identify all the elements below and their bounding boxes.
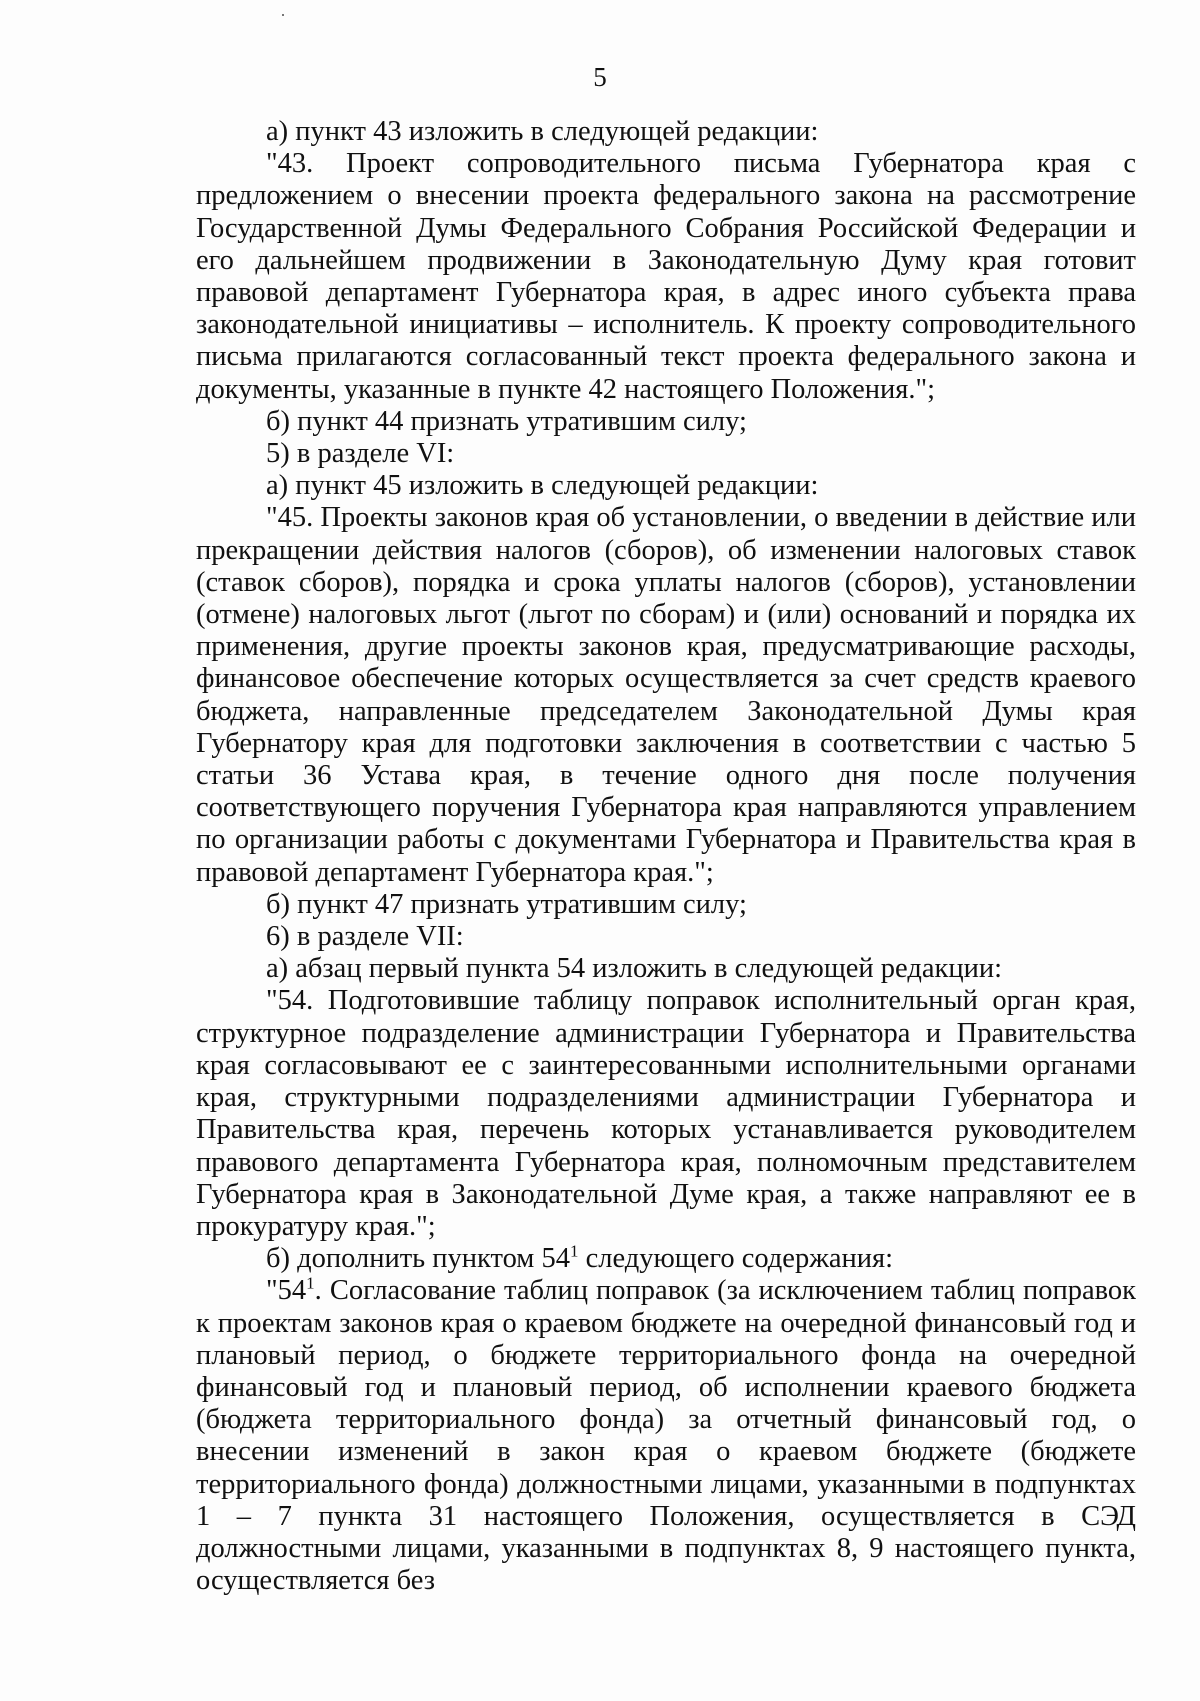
text-run: . Согласование таблиц поправок (за исключением таблиц поправок к проектам законов края о краевом бюджете на очередной финансовый год и плановый период, о бюджете территориального фонда на очередной финансовый год и плановый период, об исполнении краевого бюджета (бюджета территориального фонда) за отчетный финансовый год, о внесении изменений в закон края о краевом бюджете (бюджете территориального фонда) должностными лицами, указанными в подпунктах 1 – 7 пункта 31 настоящего Положения, осуществляется в СЭД должностными лицами, указанными в подпунктах 8, 9 настоящего пункта, осуществляется без	[196, 1275, 1136, 1597]
paragraph: а) пункт 45 изложить в следующей редакции:	[266, 470, 819, 502]
paragraph: 6) в разделе VII:	[266, 921, 464, 953]
paragraph: б) пункт 47 признать утратившим силу;	[266, 888, 747, 920]
paragraph: "45. Проекты законов края об установлении, о введении в действие или прекращении действия налогов (сборов), об изменении налоговых ставок (ставок сборов), порядка и срока уплаты налогов (сборов), установлении (отмене) налоговых льгот (льгот по сборам) и (или) оснований и порядка их применения, другие проекты законов края, предусматривающие расходы, финансовое обеспечение которых осуществляется за счет средств краевого бюджета, направленные председателем Законодательной Думы края Губернатору края для подготовки заключения в соответствии с частью 5 статьи 36 Устава края, в течение одного дня после получения соответствующего поручения Губернатора края направляются управлением по организации работы с документами Губернатора и Правительства края в правовой департамент Губернатора края.";	[196, 502, 1136, 888]
paragraph	[196, 1275, 1136, 1597]
paragraph: "43. Проект сопроводительного письма Губернатора края с предложением о внесении проекта федерального закона на рассмотрение Государственной Думы Федерального Собрания Российской Федерации и его дальнейшем продвижении в Законодательную Думу края готовит правовой департамент Губернатора края, в адрес иного субъекта права законодательной инициативы – исполнитель. К проекту сопроводительного письма прилагаются согласованный текст проекта федерального закона и документы, указанные в пункте 42 настоящего Положения.";	[196, 148, 1136, 405]
text-run: "54	[266, 1275, 307, 1307]
paragraph: 5) в разделе VI:	[266, 438, 455, 470]
text-run: следующего содержания:	[578, 1243, 894, 1275]
text-run: б) дополнить пунктом 54	[266, 1243, 570, 1275]
superscript: 1	[569, 1241, 579, 1261]
paragraph: "54. Подготовившие таблицу поправок исполнительный орган края, структурное подразделение администрации Губернатора и Правительства края согласовывают ее с заинтересованными исполнительными органами края, структурными подразделениями администрации Губернатора и Правительства края, перечень которых устанавливается руководителем правового департамента Губернатора края, полномочным представителем Губернатора края в Законодательной Думе края, а также направляют ее в прокуратуру края.";	[196, 985, 1136, 1242]
paragraph: а) абзац первый пункта 54 изложить в следующей редакции:	[266, 953, 1002, 985]
paragraph	[196, 1243, 1136, 1275]
page-number: 5	[593, 62, 607, 92]
paragraph: б) пункт 44 признать утратившим силу;	[266, 405, 747, 437]
document-body	[196, 116, 1136, 1597]
superscript: 1	[306, 1273, 315, 1293]
paragraph: а) пункт 43 изложить в следующей редакции:	[266, 116, 819, 147]
scan-speck	[282, 14, 284, 16]
